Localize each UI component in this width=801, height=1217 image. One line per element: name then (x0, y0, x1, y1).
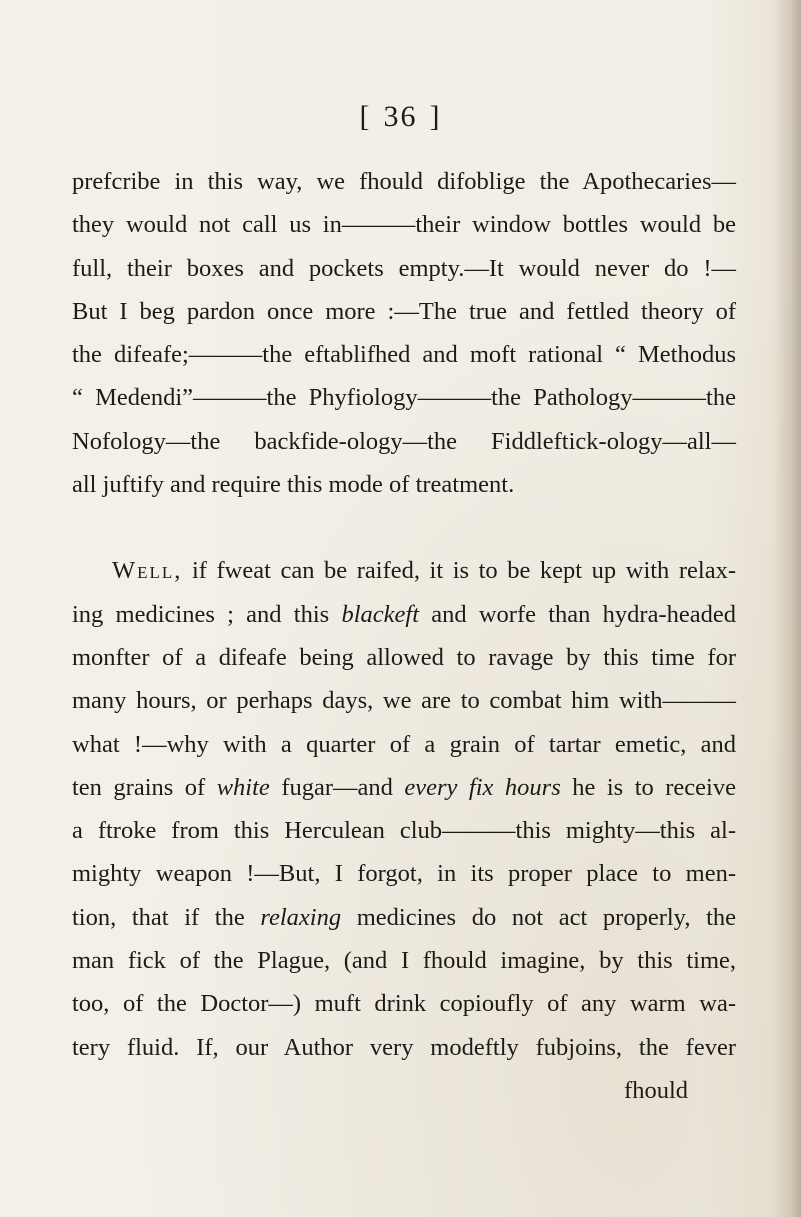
text-span: he is to receive (560, 773, 736, 801)
text-line: man fick of the Plague, (and I fhould imagine, by this time, (72, 947, 736, 975)
text-line: full, their boxes and pockets empty.—It would never do !— (72, 254, 736, 282)
text-line: the difeafe;———the eftablifhed and moft rational “ Methodus (72, 341, 736, 369)
text-span: fugar—and (269, 773, 405, 801)
text-line: they would not call us in———their window bottles would be (72, 211, 736, 239)
text-line (72, 766, 736, 809)
text-line: monfter of a difeafe being allowed to ravage by this time for (72, 643, 736, 671)
catchword: fhould (624, 1076, 688, 1104)
page-number-header (0, 100, 801, 134)
text-span: tion, that if the (72, 903, 261, 931)
italic-text: relaxing (260, 903, 342, 931)
text-line: a ftroke from this Herculean club———this mighty—this al- (72, 817, 736, 845)
paragraph-gap (72, 506, 736, 549)
italic-text: every fix hours (404, 773, 561, 801)
text-line: But I beg pardon once more :—The true and fettled theory of (72, 297, 736, 325)
text-span: ten grains of (72, 773, 217, 801)
text-span: medicines do not act properly, the (341, 903, 737, 931)
text-span: ing medicines ; and this (72, 600, 342, 628)
page-edge-shadow (775, 0, 801, 1217)
body-text (72, 160, 736, 1112)
italic-text: blackeft (341, 600, 419, 628)
text-line: Nofology—the backfide-ology—the Fiddleftick-ology—all— (72, 427, 736, 455)
text-line (72, 896, 736, 939)
page-number: 36 (383, 100, 418, 133)
italic-text: white (216, 773, 270, 801)
text-line (72, 549, 736, 592)
text-line: tery fluid. If, our Author very modeftly fubjoins, the fever (72, 1033, 736, 1061)
text-line (72, 593, 736, 636)
text-line: what !—why with a quarter of a grain of tartar emetic, and (72, 730, 736, 758)
text-span: if fweat can be raifed, it is to be kept up with relax- (182, 557, 736, 585)
text-line: all juftify and require this mode of treatment. (72, 471, 515, 499)
bracket-close: ] (429, 100, 442, 133)
text-line: prefcribe in this way, we fhould difoblige the Apothecaries— (72, 168, 736, 195)
lead-word: Well, (112, 557, 183, 585)
text-line: many hours, or perhaps days, we are to combat him with——— (72, 687, 736, 715)
text-line: mighty weapon !—But, I forgot, in its proper place to men- (72, 860, 736, 888)
text-line: too, of the Doctor—) muft drink copioufly of any warm wa- (72, 990, 736, 1018)
text-span: and worfe than hydra-headed (419, 600, 736, 628)
text-line: “ Medendi”———the Phyfiology———the Pathology———the (72, 384, 736, 412)
bracket-open: [ (359, 100, 372, 133)
